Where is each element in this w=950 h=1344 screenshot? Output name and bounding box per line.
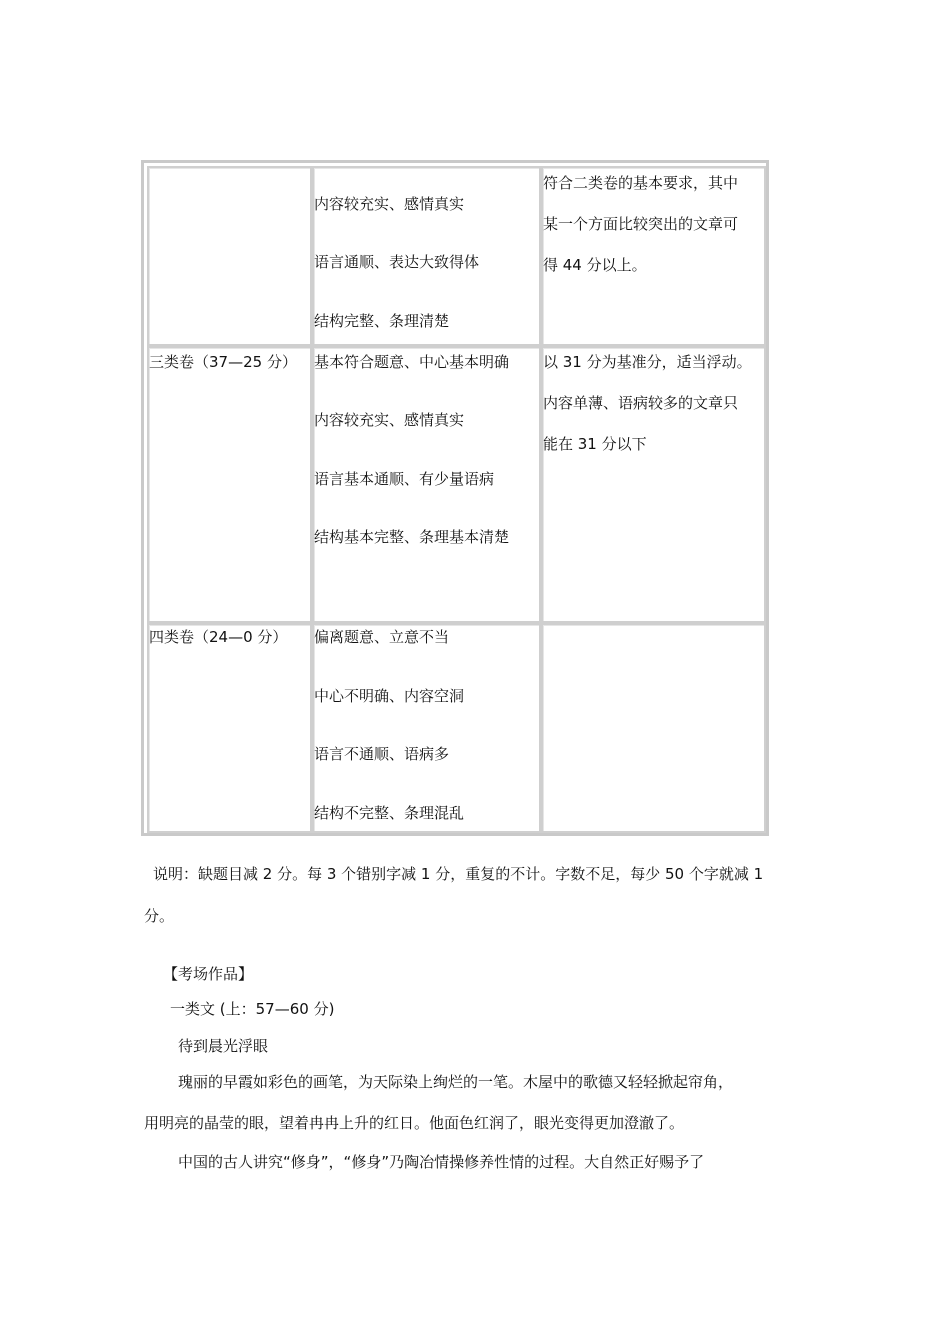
criteria-line: 结构基本完整、条理基本清楚 — [314, 528, 510, 546]
note-line: 内容单薄、语病较多的文章只 — [543, 394, 739, 412]
table-row-3-criteria-cell — [312, 623, 541, 833]
table-row-3-grade-cell — [147, 623, 312, 833]
note-line: 得 44 分以上。 — [543, 256, 647, 274]
paragraph-2-line-1: 中国的古人讲究“修身”，“修身”乃陶冶情操修养性情的过程。大自然正好赐予了 — [178, 1153, 705, 1171]
section-heading: 【考场作品】 — [163, 965, 254, 983]
table-row-3-note-cell — [541, 623, 766, 833]
criteria-line: 语言基本通顺、有少量语病 — [314, 470, 495, 488]
grading-table — [141, 160, 769, 836]
criteria-line: 内容较充实、感情真实 — [314, 411, 465, 429]
explanation-line-1: 说明：缺题目减 2 分。每 3 个错别字减 1 分，重复的不计。字数不足，每少 50 个字就减 1 — [153, 865, 764, 883]
grade-label: 三类卷（37—25 分） — [149, 353, 297, 371]
criteria-line: 中心不明确、内容空洞 — [314, 687, 465, 705]
criteria-line: 基本符合题意、中心基本明确 — [314, 353, 510, 371]
table-row-2-criteria-cell — [312, 346, 541, 623]
criteria-line: 结构不完整、条理混乱 — [314, 804, 465, 822]
criteria-line: 语言通顺、表达大致得体 — [314, 253, 480, 271]
criteria-line: 结构完整、条理清楚 — [314, 312, 450, 330]
grade-label: 四类卷（24—0 分） — [149, 628, 288, 646]
criteria-line: 语言不通顺、语病多 — [314, 745, 450, 763]
table-row-1-criteria-cell — [312, 166, 541, 346]
table-row-2-note-cell — [541, 346, 766, 623]
table-row-1-note-cell — [541, 166, 766, 346]
note-line: 某一个方面比较突出的文章可 — [543, 215, 739, 233]
criteria-line: 内容较充实、感情真实 — [314, 195, 465, 213]
note-line: 以 31 分为基准分，适当浮动。 — [543, 353, 752, 371]
essay-category: 一类文 (上：57—60 分) — [170, 1000, 335, 1018]
table-row-1-grade-cell — [147, 166, 312, 346]
table-row-2-grade-cell — [147, 346, 312, 623]
paragraph-1-line-1: 瑰丽的早霞如彩色的画笔，为天际染上绚烂的一笔。木屋中的歌德又轻轻掀起帘角， — [178, 1073, 734, 1091]
note-line: 能在 31 分以下 — [543, 435, 647, 453]
note-line: 符合二类卷的基本要求，其中 — [543, 174, 739, 192]
paragraph-1-line-2: 用明亮的晶莹的眼，望着冉冉上升的红日。他面色红润了，眼光变得更加澄澈了。 — [144, 1114, 685, 1132]
essay-title: 待到晨光浮眼 — [178, 1037, 269, 1055]
criteria-line: 偏离题意、立意不当 — [314, 628, 450, 646]
explanation-line-2: 分。 — [144, 907, 175, 925]
